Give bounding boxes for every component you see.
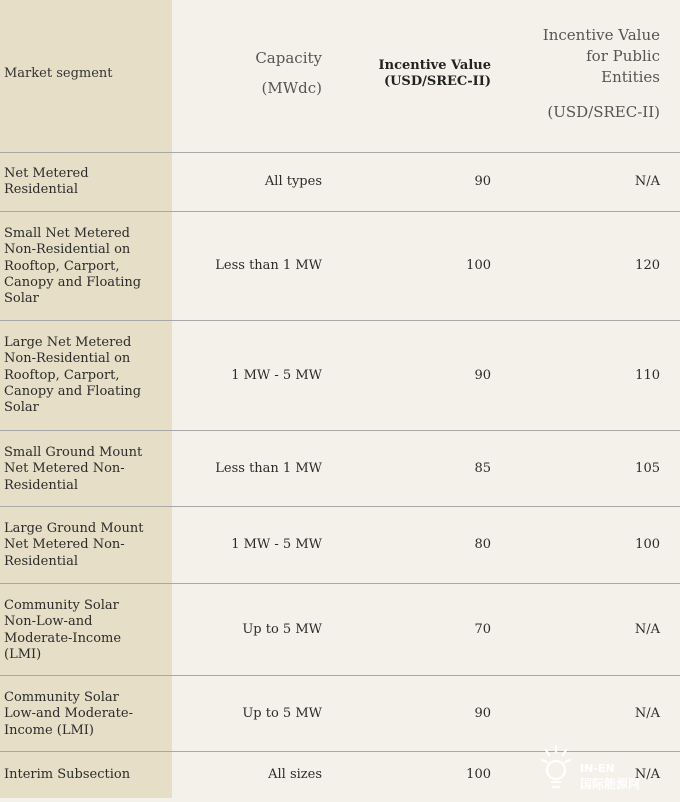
cell-capacity: Up to 5 MW — [242, 706, 322, 721]
cell-market-segment — [4, 335, 166, 416]
cell-market-segment — [4, 767, 166, 783]
cell-market-segment — [4, 445, 166, 494]
header-public-incentive — [543, 25, 660, 123]
segment-line: Large Ground Mount — [4, 521, 144, 536]
segment-line: Non-Residential on — [4, 242, 131, 258]
segment-line: Non-Residential on — [4, 351, 131, 367]
segment-line: Income (LMI) — [4, 722, 94, 738]
header-public-line3: Entities — [601, 68, 660, 86]
segment-line: Solar — [4, 400, 39, 416]
header-market-segment: Market segment — [4, 66, 113, 81]
cell-market-segment — [4, 598, 166, 663]
segment-line: Small Ground Mount — [4, 445, 143, 460]
header-public-line1: Incentive Value — [542, 26, 660, 44]
cell-capacity: Up to 5 MW — [242, 622, 322, 637]
segment-line: Net Metered Non- — [4, 461, 125, 477]
segment-line: Net Metered — [4, 166, 89, 181]
segment-line: Community Solar — [4, 598, 119, 613]
segment-line: Solar — [4, 291, 39, 307]
cell-incentive-value: 100 — [466, 767, 491, 782]
header-capacity-unit: (MWdc) — [261, 79, 322, 97]
cell-capacity: Less than 1 MW — [215, 461, 322, 476]
cell-incentive-value: 90 — [474, 706, 491, 721]
cell-capacity: All sizes — [268, 767, 322, 782]
segment-line: Net Metered Non- — [4, 537, 125, 553]
table-row — [0, 321, 680, 430]
segment-line: Canopy and Floating — [4, 383, 142, 399]
segment-line: Residential — [4, 553, 78, 569]
table-row — [0, 212, 680, 320]
header-public-line2: for Public — [586, 47, 660, 65]
cell-public-incentive: 100 — [635, 537, 660, 552]
header-incentive-value — [379, 58, 491, 90]
cell-public-incentive: 105 — [635, 461, 660, 476]
segment-line: Small Net Metered — [4, 226, 131, 241]
segment-line: Residential — [4, 477, 78, 493]
cell-incentive-value: 90 — [474, 368, 491, 383]
table-row — [0, 584, 680, 675]
segment-line: (LMI) — [4, 646, 42, 662]
watermark-bottom-text: 国际能源网 — [580, 777, 641, 791]
cell-capacity: 1 MW - 5 MW — [231, 368, 322, 383]
segment-line: Community Solar — [4, 690, 119, 705]
cell-incentive-value: 80 — [474, 537, 491, 552]
cell-market-segment — [4, 166, 166, 199]
segment-line: Interim Subsection — [4, 767, 131, 782]
cell-capacity: 1 MW - 5 MW — [231, 537, 322, 552]
cell-incentive-value: 90 — [474, 174, 491, 189]
cell-incentive-value: 70 — [474, 622, 491, 637]
segment-line: Large Net Metered — [4, 335, 132, 350]
cell-market-segment — [4, 690, 166, 739]
segment-line: Moderate-Income — [4, 630, 122, 646]
cell-capacity: All types — [264, 174, 322, 189]
header-capacity-label: Capacity — [255, 49, 322, 67]
table-row — [0, 153, 680, 211]
header-capacity — [255, 43, 322, 103]
segment-line: Rooftop, Carport, — [4, 367, 120, 383]
table-row — [0, 507, 680, 583]
in-en-watermark — [540, 742, 680, 798]
segment-line: Low-and Moderate- — [4, 706, 133, 722]
header-public-unit: (USD/SREC-II) — [547, 103, 660, 121]
segment-line: Non-Low-and — [4, 614, 93, 630]
cell-public-incentive: 120 — [635, 258, 660, 273]
cell-public-incentive: 110 — [635, 368, 660, 383]
cell-market-segment — [4, 226, 166, 307]
cell-incentive-value: 100 — [466, 258, 491, 273]
cell-market-segment — [4, 521, 166, 570]
cell-capacity: Less than 1 MW — [215, 258, 322, 273]
cell-incentive-value: 85 — [474, 461, 491, 476]
lightbulb-sun-logo-icon — [540, 742, 680, 798]
segment-line: Rooftop, Carport, — [4, 258, 120, 274]
table-row — [0, 676, 680, 751]
table-header — [0, 0, 680, 152]
header-incentive-label: Incentive Value — [378, 58, 491, 73]
cell-public-incentive: N/A — [634, 174, 660, 189]
header-incentive-unit: (USD/SREC-II) — [383, 74, 491, 89]
watermark-top-text: IN-EN — [580, 762, 615, 775]
table-row — [0, 431, 680, 506]
cell-public-incentive: N/A — [634, 767, 660, 782]
segment-line: Canopy and Floating — [4, 274, 142, 290]
cell-public-incentive: N/A — [634, 622, 660, 637]
segment-line: Residential — [4, 182, 78, 198]
cell-public-incentive: N/A — [634, 706, 660, 721]
